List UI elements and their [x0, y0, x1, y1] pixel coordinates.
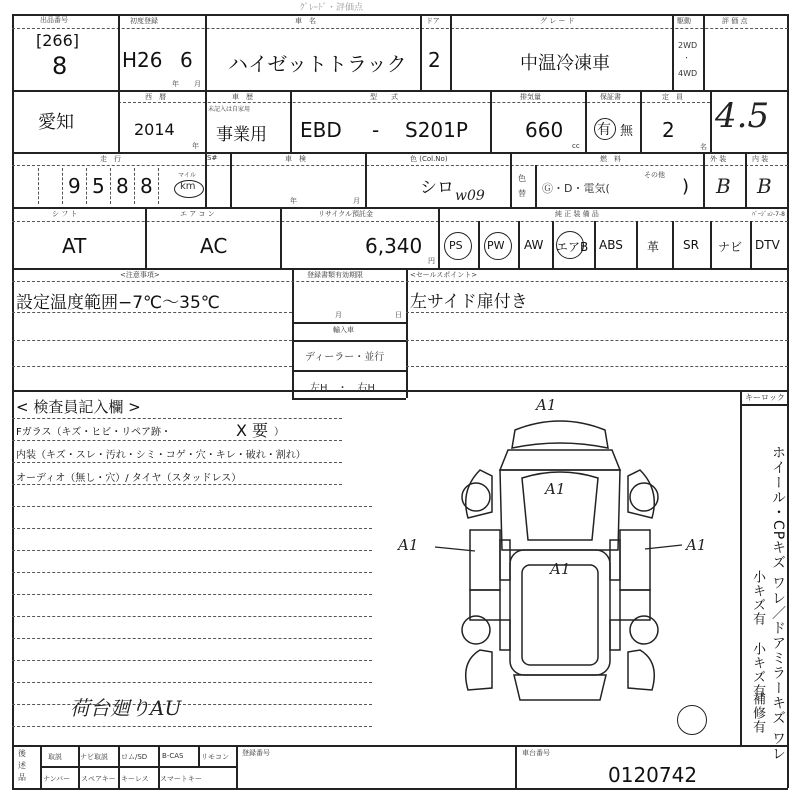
fuel-other: その他	[644, 171, 665, 179]
color-change-1: 色	[518, 174, 526, 183]
warranty-label: 保証書	[600, 93, 621, 101]
color-change-2: 替	[518, 189, 526, 198]
inspect-month-unit: 月	[353, 197, 360, 205]
damage-leader-lines	[420, 535, 720, 565]
color-value: シロ	[420, 178, 454, 198]
caution-text: 設定温度範囲−7℃〜35℃	[16, 293, 220, 313]
western-label: 西 暦	[145, 93, 166, 101]
year-unit-2: 年	[192, 142, 199, 150]
footer-item-navi-manual: ナビ取説	[80, 753, 108, 761]
equip-ps: PS	[449, 239, 463, 252]
side-repair: 補修有	[750, 692, 765, 734]
reg-label: 車 歴	[232, 93, 253, 101]
eval-label: 評 価 点	[722, 17, 748, 25]
docs-label: 登録書類有効期限	[307, 271, 363, 279]
interior-label: 内 装	[752, 155, 769, 163]
grade: 中温冷凍車	[520, 53, 610, 74]
footer-item-manual: 取説	[48, 753, 62, 761]
model-prefix: EBD	[300, 118, 342, 142]
year-unit: 年	[172, 80, 179, 88]
footer-item-spare-key: スペアキー	[81, 775, 116, 783]
mileage-digit-4: 8	[140, 174, 153, 198]
color-label: 色 (Col.No)	[410, 155, 448, 163]
first-reg-month: 6	[180, 48, 193, 72]
fuel-close: )	[682, 176, 690, 197]
cc-value: 660	[525, 118, 564, 142]
inspector-line-3: オーディオ（無し・穴）/ タイヤ（スタッドレス）	[16, 473, 242, 484]
month-unit: 月	[194, 80, 201, 88]
color-number: w09	[455, 188, 485, 204]
sales-text: 左サイド扉付き	[410, 292, 528, 312]
equip-pw: PW	[487, 239, 505, 252]
footer-item-keyless: キーレス	[121, 775, 149, 783]
mileage-digit-1: 9	[68, 174, 81, 198]
footer-item-bcas: B-CAS	[162, 752, 184, 760]
mileage-digit-2: 5	[92, 174, 105, 198]
lot-number: 8	[52, 52, 68, 80]
car-name: ハイゼットトラック	[228, 52, 407, 76]
first-reg-label: 初度登録	[130, 17, 158, 25]
docs-month: 月	[335, 311, 342, 319]
drive-dot: ・	[683, 54, 690, 62]
equip-code: ﾊﾞｰｼﾞｮﾝ-7-8	[752, 211, 785, 218]
mileage-label: 走 行	[100, 155, 121, 163]
model-code: S201P	[405, 118, 468, 142]
cc-label: 排気量	[520, 93, 541, 101]
first-reg-era-year: H26	[122, 48, 163, 72]
warranty-yes: 有	[597, 122, 611, 138]
seats-unit: 名	[700, 143, 707, 151]
equip-label: 純 正 装 備 品	[555, 210, 599, 218]
inspector-line-1-mark: X 要	[236, 421, 269, 440]
exterior-grade: B	[716, 174, 731, 198]
footer-item-number: ナンバー	[43, 775, 71, 783]
reg-number-label: 登録番号	[242, 749, 270, 757]
footer-item-remote: リモコン	[201, 753, 229, 761]
reg-value: 事業用	[216, 125, 267, 145]
inspector-title: < 検査員記入欄 >	[16, 398, 141, 416]
lot-label: 出品番号	[40, 16, 68, 24]
ac-value: AC	[200, 234, 228, 258]
import-label: 輸入車	[333, 326, 354, 334]
inspect-label: 車 検	[285, 155, 306, 163]
grade-label: グ レ ー ド	[540, 17, 575, 25]
year-value: 2014	[134, 120, 175, 139]
damage-mark-front: A1	[536, 396, 557, 414]
lot-prefix: [266]	[36, 31, 80, 50]
footer-item-rom-sd: ロム/SD	[121, 753, 148, 761]
inspector-line-1-close: ）	[274, 427, 284, 438]
recycle-unit: 円	[428, 257, 435, 265]
equip-abs: ABS	[599, 238, 623, 252]
footer-item-smart-key: スマートキー	[160, 775, 202, 783]
mileage-unit-km: km	[180, 181, 196, 192]
dealer-parallel: ディーラー・並行	[305, 352, 385, 363]
shift-label: シ フ ト	[52, 210, 78, 218]
side-small-2: 小キズ有	[750, 642, 765, 698]
drive-label: 駆動	[677, 17, 691, 25]
side-text: ホイール・CPキズ ワレ／ドアミラーキズ ワレ	[770, 445, 786, 762]
chassis-label: 車台番号	[522, 749, 550, 757]
exterior-label: 外 装	[710, 155, 727, 163]
model-label: 型 式	[370, 93, 398, 101]
car-name-label: 車 名	[295, 17, 316, 25]
handle-side: 左H ・ 右H	[310, 383, 376, 394]
chassis-number: 0120742	[608, 763, 698, 787]
equip-airbag: エアB	[556, 240, 589, 254]
equip-navi: ナビ	[718, 240, 743, 254]
diagram-circle	[677, 705, 707, 735]
top-stub: ｸﾞﾚｰﾄﾞ・評価点	[300, 3, 364, 13]
key-lock-label: キーロック	[745, 393, 785, 402]
warranty-no: 無	[620, 124, 634, 139]
fuel-options: Ⓖ・D・電気(	[542, 182, 610, 195]
door-label: ドア	[426, 17, 440, 25]
evaluation-score: 4.5	[715, 96, 770, 136]
docs-day: 日	[395, 311, 402, 319]
side-small-1: 小キズ有	[750, 570, 765, 626]
damage-mark-roof: A1	[550, 560, 571, 578]
cc-unit: cc	[572, 142, 580, 150]
damage-mark-hood: A1	[545, 480, 566, 498]
shift-value: AT	[62, 234, 87, 258]
caution-label: <注意事項>	[120, 271, 160, 279]
goods-label: 後述品	[18, 749, 26, 782]
mileage-unit-mile: マイル	[178, 172, 196, 179]
equip-sr: SR	[683, 238, 699, 252]
doors: 2	[428, 48, 441, 72]
recycle-value: 6,340	[365, 234, 423, 258]
damage-mark-right: A1	[686, 536, 707, 554]
interior-grade: B	[757, 174, 772, 198]
handwritten-note: 荷台廻りAU	[70, 696, 182, 720]
inspector-line-2: 内装（キズ・スレ・汚れ・シミ・コゲ・穴・キレ・破れ・割れ）	[16, 450, 306, 461]
fuel-label: 燃 料	[600, 155, 621, 163]
equip-leather: 革	[647, 240, 660, 254]
prefecture: 愛知	[38, 112, 74, 133]
model-dash: -	[372, 118, 380, 142]
mileage-digit-3: 8	[116, 174, 129, 198]
sales-label: <セールスポイント>	[410, 271, 478, 279]
reg-note: 未記入は自家用	[208, 106, 251, 113]
drive-4wd: 4WD	[678, 69, 698, 78]
recycle-label: リサイクル預託金	[318, 210, 374, 218]
ac-label: エ ア コ ン	[180, 210, 215, 218]
inspect-year-unit: 年	[290, 197, 297, 205]
equip-dtv: DTV	[755, 238, 780, 252]
smeter-label: S#	[207, 154, 218, 162]
damage-mark-left: A1	[398, 536, 419, 554]
seats-value: 2	[662, 118, 675, 142]
seats-label: 定 員	[662, 93, 683, 101]
equip-aw: AW	[524, 238, 544, 252]
inspector-line-1: Fガラス（キズ・ヒビ・リペア跡・	[16, 427, 172, 438]
drive-2wd: 2WD	[678, 41, 698, 50]
